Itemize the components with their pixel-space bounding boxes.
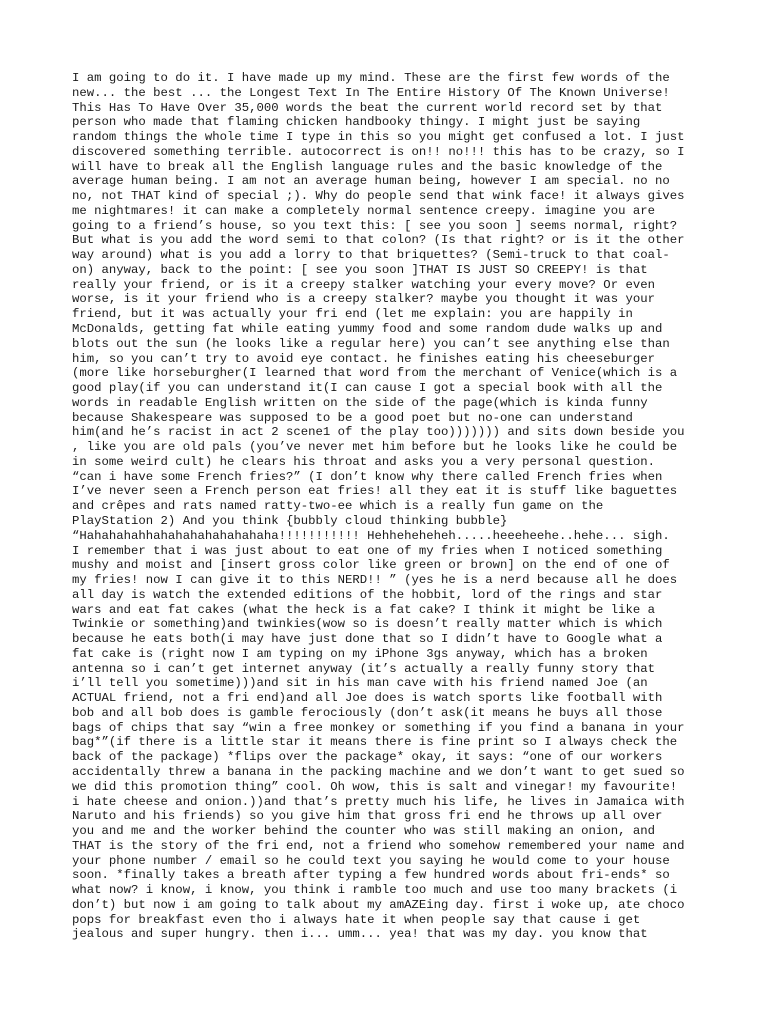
- text-line: your phone number / email so he could text you saying he would come to your house: [72, 853, 670, 868]
- text-line: back of the package) *flips over the package* okay, it says: “one of our workers: [72, 750, 663, 765]
- text-line: wars and eat fat cakes (what the heck is a fat cake? I think it might be like a: [72, 602, 655, 617]
- text-line: blots out the sun (he looks like a regular here) you can’t see anything else than: [72, 336, 670, 351]
- text-line: friend, but it was actually your fri end (let me explain: you are happily in: [72, 307, 633, 322]
- text-line: random things the whole time I type in this so you might get confused a lot. I just: [72, 130, 685, 145]
- text-line: i hate cheese and onion.))and that’s pretty much his life, he lives in Jamaica with: [72, 794, 685, 809]
- text-line: accidentally threw a banana in the packing machine and we don’t want to get sued so: [72, 764, 685, 779]
- text-line: “can i have some French fries?” (I don’t know why there called French fries when: [72, 469, 663, 484]
- text-line: But what is you add the word semi to that colon? (Is that right? or is it the other: [72, 233, 685, 248]
- text-line: This Has To Have Over 35,000 words the beat the current world record set by that: [72, 100, 663, 115]
- text-line: “Hahahahahhahahahahahahahaha!!!!!!!!!!! Hehheheheheh.....heeeheehe..hehe... sigh.: [72, 528, 670, 543]
- text-line: me nightmares! it can make a completely normal sentence creepy. imagine you are: [72, 203, 655, 218]
- text-line: will have to break all the English language rules and the basic knowledge of the: [72, 159, 663, 174]
- text-line: ACTUAL friend, not a fri end)and all Joe does is watch sports like football with: [72, 691, 663, 706]
- text-line: in some weird cult) he clears his throat and asks you a very personal question.: [72, 454, 655, 469]
- text-line: PlayStation 2) And you think {bubbly cloud thinking bubble}: [72, 513, 508, 528]
- text-line: don’t) but now i am going to talk about my amAZEing day. first i woke up, ate choco: [72, 897, 685, 912]
- text-line: going to a friend’s house, so you text this: [ see you soon ] seems normal, right?: [72, 218, 678, 233]
- text-line: good play(if you can understand it(I can cause I got a special book with all the: [72, 381, 663, 396]
- document-body-text: [72, 71, 700, 942]
- text-line: I remember that i was just about to eat one of my fries when I noticed something: [72, 543, 663, 558]
- text-line: McDonalds, getting fat while eating yummy food and some random dude walks up and: [72, 322, 663, 337]
- text-line: soon. *finally takes a breath after typing a few hundred words about fri-ends* so: [72, 868, 670, 883]
- text-line: person who made that flaming chicken handbooky thingy. I might just be saying: [72, 115, 641, 130]
- text-line: bags of chips that say “win a free monkey or something if you find a banana in your: [72, 720, 685, 735]
- text-line: you and me and the worker behind the counter who was still making an onion, and: [72, 824, 655, 839]
- text-line: him(and he’s racist in act 2 scene1 of the play too))))))) and sits down beside you: [72, 425, 685, 440]
- text-line: because Shakespeare was supposed to be a good poet but no-one can understand: [72, 410, 633, 425]
- text-line: words in readable English written on the side of the page(which is kinda funny: [72, 395, 648, 410]
- text-line: average human being. I am not an average human being, however I am special. no no: [72, 174, 670, 189]
- text-line: I’ve never seen a French person eat fries! all they eat it is stuff like baguettes: [72, 484, 678, 499]
- text-line: we did this promotion thing” cool. Oh wow, this is salt and vinegar! my favourite!: [72, 779, 678, 794]
- text-line: worse, is it your friend who is a creepy stalker? maybe you thought it was your: [72, 292, 655, 307]
- text-line: way around) what is you add a lorry to that briquettes? (Semi-truck to that coal-: [72, 248, 670, 263]
- text-line: because he eats both(i may have just done that so I didn’t have to Google what a: [72, 632, 663, 647]
- text-line: new... the best ... the Longest Text In The Entire History Of The Known Universe!: [72, 85, 670, 100]
- text-line: my fries! now I can give it to this NERD!! ” (yes he is a nerd because all he does: [72, 573, 678, 588]
- text-line: I am going to do it. I have made up my mind. These are the first few words of the: [72, 71, 670, 85]
- text-line: no, not THAT kind of special ;). Why do people send that wink face! it always gives: [72, 189, 685, 204]
- text-line: THAT is the story of the fri end, not a friend who somehow remembered your name and: [72, 838, 685, 853]
- text-line: all day is watch the extended editions of the hobbit, lord of the rings and star: [72, 587, 663, 602]
- text-line: fat cake is (right now I am typing on my iPhone 3gs anyway, which has a broken: [72, 646, 648, 661]
- text-line: what now? i know, i know, you think i ramble too much and use too many brackets (i: [72, 883, 678, 898]
- text-line: bag*”(if there is a little star it means there is fine print so I always check the: [72, 735, 678, 750]
- text-line: really your friend, or is it a creepy stalker watching your every move? Or even: [72, 277, 655, 292]
- text-line: him, so you can’t try to avoid eye contact. he finishes eating his cheeseburger: [72, 351, 655, 366]
- text-line: on) anyway, back to the point: [ see you soon ]THAT IS JUST SO CREEPY! is that: [72, 262, 648, 277]
- text-line: mushy and moist and [insert gross color like green or brown] on the end of one of: [72, 558, 670, 573]
- text-line: pops for breakfast even tho i always hate it when people say that cause i get: [72, 912, 641, 927]
- text-line: i’ll tell you sometime)))and sit in his man cave with his friend named Joe (an: [72, 676, 648, 691]
- text-line: Naruto and his friends) so you give him that gross fri end he throws up all over: [72, 809, 663, 824]
- text-line: (more like horseburgher(I learned that word from the merchant of Venice(which is a: [72, 366, 678, 381]
- text-line: Twinkie or something)and twinkies(wow so is doesn’t really matter which is which: [72, 617, 663, 632]
- text-line: jealous and super hungry. then i... umm... yea! that was my day. you know that: [72, 927, 648, 942]
- text-line: and crêpes and rats named ratty-two-ee which is a really fun game on the: [72, 499, 604, 514]
- text-line: discovered something terrible. autocorrect is on!! no!!! this has to be crazy, so I: [72, 144, 685, 159]
- text-line: antenna so i can’t get internet anyway (it’s actually a really funny story that: [72, 661, 655, 676]
- text-line: , like you are old pals (you’ve never met him before but he looks like he could be: [72, 440, 678, 455]
- text-line: bob and all bob does is gamble ferociously (don’t ask(it means he buys all those: [72, 705, 663, 720]
